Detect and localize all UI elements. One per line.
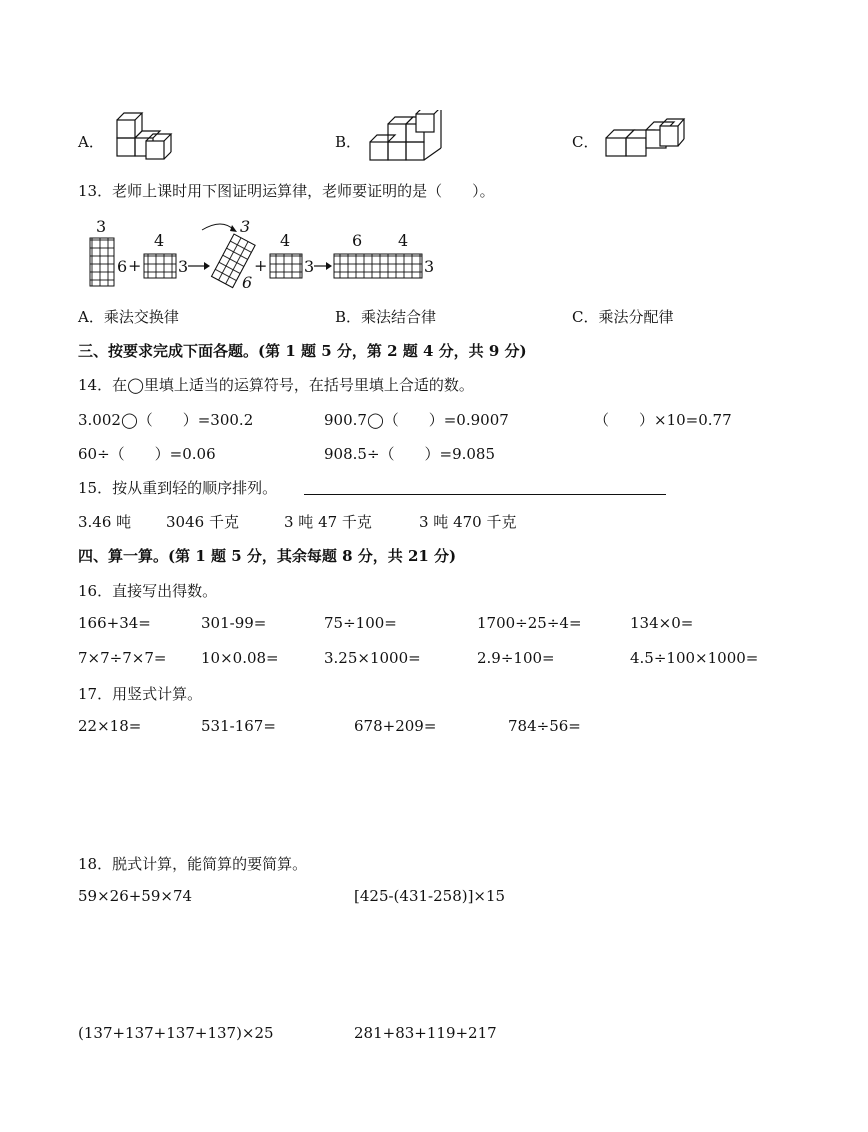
q16-stem: 16．直接写出得数。 [78,582,218,600]
q17-stem: 17．用竖式计算。 [78,685,203,703]
fig-label-rot-top: 3 [240,217,251,236]
q12-option-b-cube-figure [368,110,444,164]
q15-item-2: 3046 千克 [166,513,239,531]
q18-item-2: [425-(431-258)]×15 [354,887,506,905]
q16-item-2: 301-99= [201,614,267,632]
q18-item-1: 59×26+59×74 [78,887,193,905]
q13-stem: 13．老师上课时用下图证明运算律，老师要证明的是（ ）。 [78,182,495,200]
q16-item-9: 2.9÷100= [477,649,555,667]
q12-option-c-cube-figure [604,116,686,160]
q13-operation-law-figure [84,216,444,292]
q14-item-3: （ ）×10=0.77 [594,411,732,429]
q16-item-8: 3.25×1000= [324,649,421,667]
fig-label-rot-bottom: 6 [242,273,253,292]
q16-item-3: 75÷100= [324,614,397,632]
q14-stem: 14．在◯里填上适当的运算符号，在括号里填上合适的数。 [78,376,474,394]
q16-item-1: 166+34= [78,614,151,632]
q16-item-4: 1700÷25÷4= [477,614,582,632]
fig-label-g2-top: 4 [154,231,165,250]
q17-item-1: 22×18= [78,717,142,735]
q17-item-3: 678+209= [354,717,437,735]
q13-option-b: B．乘法结合律 [335,308,437,326]
q15-item-4: 3 吨 470 千克 [419,513,517,531]
q16-item-5: 134×0= [630,614,694,632]
q15-stem: 15．按从重到轻的顺序排列。 [78,479,278,497]
q17-item-4: 784÷56= [508,717,581,735]
q14-item-2: 900.7◯（ ）=0.9007 [324,411,509,429]
fig-label-g2-right: 3 [178,257,189,276]
fig-plus-1: + [128,256,142,275]
fig-plus-2: + [254,256,268,275]
q18-stem: 18．脱式计算，能简算的要简算。 [78,855,308,873]
fig-label-g5-top-left: 6 [352,231,363,250]
q12-option-c-label: C． [572,133,599,151]
q18-item-4: 281+83+119+217 [354,1024,497,1042]
q16-item-10: 4.5÷100×1000= [630,649,759,667]
q12-option-a-label: A． [78,133,104,151]
q14-item-4: 60÷（ ）=0.06 [78,445,216,463]
fig-label-g5-top-right: 4 [398,231,409,250]
q12-option-b-label: B． [335,133,362,151]
q14-item-1: 3.002◯（ ）=300.2 [78,411,254,429]
q14-item-5: 908.5÷（ ）=9.085 [324,445,496,463]
fig-label-g1-top: 3 [96,217,107,236]
fig-label-g5-right: 3 [424,257,435,276]
section4-heading: 四、算一算。(第 1 题 5 分，其余每题 8 分，共 21 分) [78,547,457,565]
q13-option-c: C．乘法分配律 [572,308,674,326]
q15-answer-line[interactable] [304,494,666,495]
q15-item-1: 3.46 吨 [78,513,132,531]
q16-item-6: 7×7÷7×7= [78,649,167,667]
q16-item-7: 10×0.08= [201,649,279,667]
fig-label-g1-bottom: 6 [117,257,128,276]
q13-option-a: A．乘法交换律 [78,308,179,326]
q12-option-a-cube-figure [112,110,182,162]
fig-label-g4-top: 4 [280,231,291,250]
section3-heading: 三、按要求完成下面各题。(第 1 题 5 分，第 2 题 4 分，共 9 分) [78,342,527,360]
q17-item-2: 531-167= [201,717,276,735]
q15-item-3: 3 吨 47 千克 [284,513,372,531]
fig-label-g4-right: 3 [304,257,315,276]
q18-item-3: (137+137+137+137)×25 [78,1024,274,1042]
